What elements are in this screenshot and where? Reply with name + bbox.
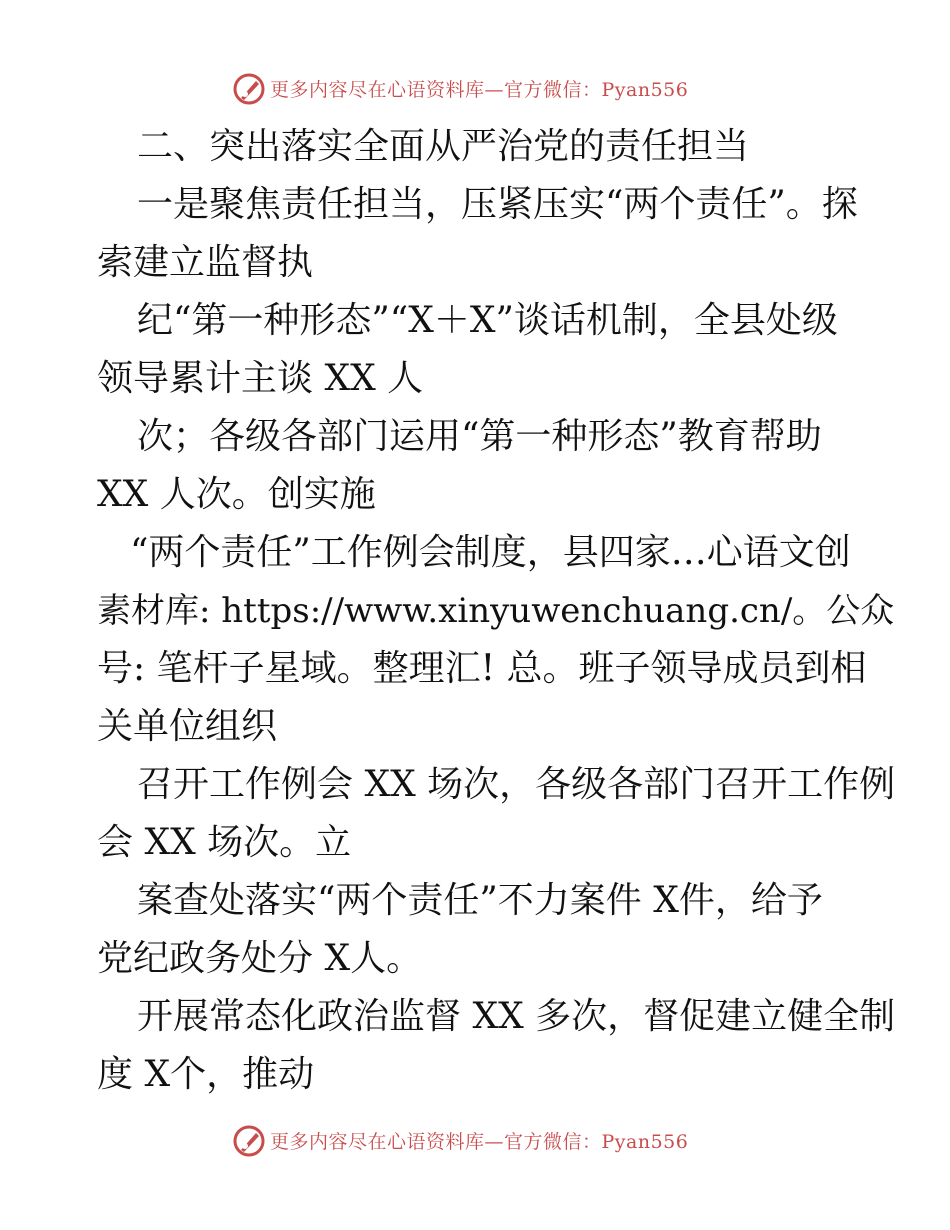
paragraph-line: 纪“第一种形态”“X＋X”谈话机制，全县处级 xyxy=(137,300,838,341)
watermark-text xyxy=(270,1127,688,1154)
paragraph-line: 次；各级各部门运用“第一种形态”教育帮助 xyxy=(137,416,822,457)
paragraph-line: 索建立监督执 xyxy=(97,242,314,283)
paragraph-line: 会 XX 场次。立 xyxy=(97,822,352,863)
paragraph-line: 一是聚焦责任担当，压紧压实“两个责任”。探 xyxy=(137,184,858,225)
watermark-separator: — xyxy=(484,79,505,101)
paragraph-line: 号: 笔杆子星域。整理汇! 总。班子领导成员到相 xyxy=(97,648,867,689)
paragraph-line: 党纪政务处分 X人。 xyxy=(97,938,423,979)
paragraph-line: “两个责任”工作例会制度，县四家…心语文创 xyxy=(130,532,851,573)
paragraph-line: XX 人次。创实施 xyxy=(97,474,376,515)
watermark-separator: — xyxy=(484,1131,505,1153)
paragraph-line: 召开工作例会 XX 场次，各级各部门召开工作例 xyxy=(137,764,896,805)
watermark-main-text: 更多内容尽在心语资料库 xyxy=(270,79,485,101)
watermark-contact: 官方微信：Pyan556 xyxy=(504,1131,689,1153)
paragraph-line: 度 X个，推动 xyxy=(97,1054,315,1095)
paragraph-line: 领导累计主谈 XX 人 xyxy=(97,358,424,399)
paragraph-line: 开展常态化政治监督 XX 多次，督促建立健全制 xyxy=(137,996,896,1037)
section-heading: 二、突出落实全面从严治党的责任担当 xyxy=(137,126,750,167)
watermark-main-text: 更多内容尽在心语资料库 xyxy=(270,1131,485,1153)
paragraph-line-url: 素材库: https://www.xinyuwenchuang.cn/。公众 xyxy=(97,591,895,631)
pen-logo-icon xyxy=(232,1124,266,1158)
paragraph-line: 关单位组织 xyxy=(97,706,278,747)
paragraph-line: 案查处落实“两个责任”不力案件 X件，给予 xyxy=(137,880,823,921)
watermark-banner-bottom xyxy=(0,1120,950,1160)
watermark-contact: 官方微信：Pyan556 xyxy=(504,79,689,101)
